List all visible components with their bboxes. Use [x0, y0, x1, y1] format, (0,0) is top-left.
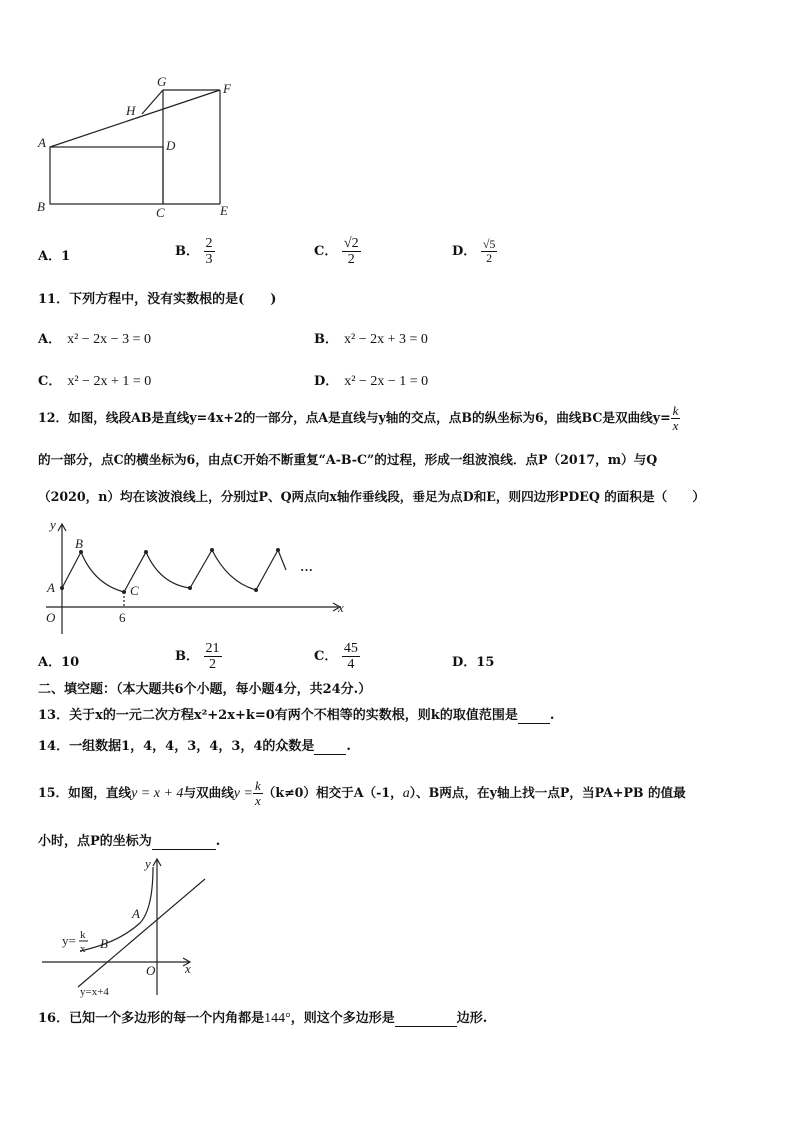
label-x: x: [185, 961, 191, 976]
label-c: C: [156, 205, 165, 220]
q16: 16．已知一个多边形的每一个内角都是144°，则这个多边形是 边形.: [38, 1011, 488, 1026]
q15-line-1: 15．如图，直线y = x + 4与双曲线y = $\frac{k}{x}$ （k≠0）相交于A（-1，a）、B两点，在y轴上找一点P，当PA+PB 的值最: [38, 778, 686, 808]
q15-line-2: 小时，点P的坐标为 .: [38, 834, 221, 849]
label-line: y=x+4: [80, 986, 109, 998]
label-o: O: [46, 610, 56, 625]
label-dots: ···: [300, 562, 314, 577]
label-b: B: [75, 536, 83, 551]
label-x: x: [338, 600, 344, 615]
q12-line-3: （2020，n）均在该波浪线上，分别过P、Q两点向x轴作垂线段，垂足为点D和E，则四边形PDEQ 的面积是（ ）: [38, 489, 705, 504]
label-hyperbola-y: y=: [62, 933, 76, 948]
label-a: A: [132, 906, 140, 921]
figure-q12-wave: [38, 512, 358, 640]
q12-option-d: D．15: [452, 655, 495, 670]
rectangle-abcd: [50, 147, 163, 204]
figure-q10: [30, 72, 250, 222]
q11-option-d: D． x² − 2x − 1 = 0: [314, 374, 429, 389]
q12-option-c: C． $\frac{45}{4}$: [314, 641, 358, 672]
q11-stem: 11．下列方程中，没有实数根的是( ): [38, 292, 277, 307]
q12-option-b: B． $\frac{21}{2}$: [175, 641, 220, 672]
figure-q15: [40, 855, 215, 1000]
label-b: B: [37, 199, 45, 214]
section-2-heading: 二、填空题：（本大题共6个小题，每小题4分，共24分.）: [38, 682, 372, 697]
label-b: B: [100, 936, 108, 951]
label-y: y: [145, 856, 151, 871]
q16-blank: [395, 1012, 457, 1027]
label-f: F: [223, 81, 231, 96]
q13-blank: [518, 709, 550, 724]
q11-option-a: A． x² − 2x − 3 = 0: [38, 332, 151, 347]
label-y: y: [50, 517, 56, 532]
hyperbola-curve: [80, 867, 153, 951]
q14-blank: [314, 740, 346, 755]
q10-option-a: A．1: [38, 249, 71, 264]
label-hyperbola-x: x: [80, 943, 86, 955]
q12-line-2: 的一部分，点C的横坐标为6，由点C开始不断重复“A-B-C”的过程，形成一组波浪线．点P（2017，m）与Q: [38, 452, 658, 467]
label-h: H: [126, 103, 136, 118]
q12-option-a: A．10: [38, 655, 80, 670]
label-g: G: [157, 74, 167, 89]
wave-curve: [62, 550, 286, 592]
label-a: A: [47, 580, 55, 595]
q10-option-d: D． $\frac{√5}{2}$: [452, 237, 496, 265]
label-hyperbola-k: k: [80, 929, 86, 941]
q10-option-c: C． $\frac{√2}{2}$: [314, 236, 359, 267]
q13: 13．关于x的一元二次方程x²+2x+k=0有两个不相等的实数根，则k的取值范围是 .: [38, 708, 555, 723]
segment-af: [50, 90, 220, 147]
q11-option-c: C． x² − 2x + 1 = 0: [38, 374, 152, 389]
q11-option-b: B． x² − 2x + 3 = 0: [314, 332, 428, 347]
label-o: O: [146, 963, 156, 978]
q15-blank: [152, 835, 216, 850]
label-a: A: [38, 135, 46, 150]
q10-option-b: B． $\frac{2}{3}$: [175, 236, 213, 267]
label-six: 6: [119, 610, 126, 625]
q12-line-1: 12．如图，线段AB是直线y=4x+2的一部分，点A是直线与y轴的交点，点B的纵坐标为6，曲线BC是双曲线y= $\frac{k}{x}$: [38, 403, 679, 433]
label-e: E: [220, 203, 228, 218]
label-c: C: [130, 583, 139, 598]
label-d: D: [166, 138, 176, 153]
q14: 14．一组数据1，4，4，3，4，3，4的众数是 .: [38, 739, 351, 754]
